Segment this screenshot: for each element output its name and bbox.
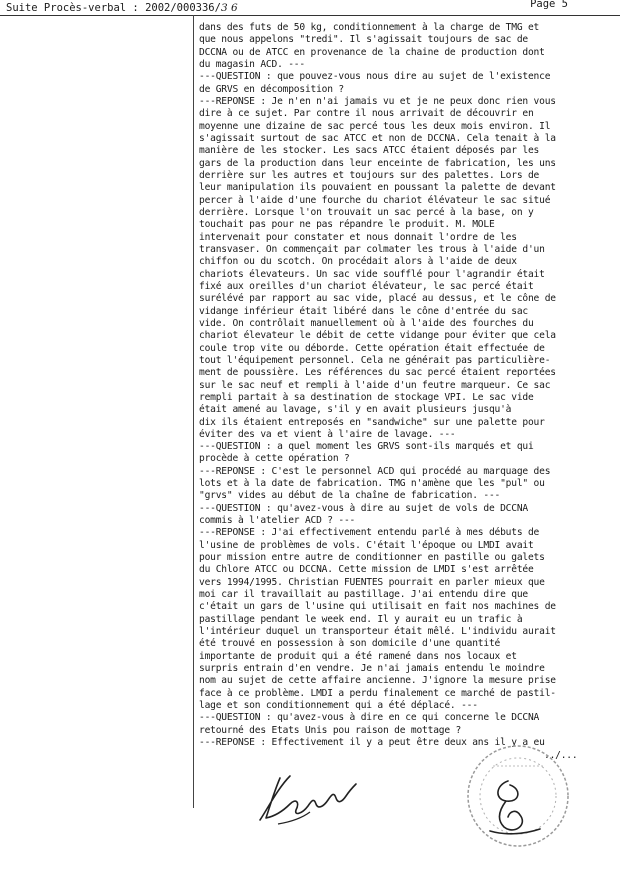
- text-line: que nous appelons "tredi". Il s'agissait toujours de sac de: [199, 34, 528, 46]
- text-line: vers 1994/1995. Christian FUENTES pourrait en parler mieux que: [199, 576, 545, 588]
- text-line: manière de les stocker. Les sacs ATCC étaient déposés par les: [199, 145, 540, 157]
- text-line: percer à l'aide d'une fourche du chariot élévateur le sac situé: [199, 194, 551, 206]
- text-line: ---QUESTION : qu'avez-vous à dire au sujet de vols de DCCNA: [199, 502, 528, 514]
- text-line: c'était un gars de l'usine qui utilisait en fait nos machines de: [199, 601, 556, 613]
- text-line: vide. On contrôlait manuellement où à l'aide des fourches du: [199, 317, 534, 329]
- text-line: pastillage pendant le week end. Il y aurait eu un trafic à: [199, 613, 523, 625]
- text-line: vidange inférieur était libéré dans le cône d'entrée du sac: [199, 305, 528, 317]
- text-line: du magasin ACD. ---: [199, 58, 305, 70]
- header-rule: [0, 15, 620, 16]
- margin-line: [193, 15, 194, 808]
- header-handwritten-suffix: 3 6: [220, 2, 238, 14]
- text-line: intervenait pour constater et nous donnait l'ordre de les: [199, 231, 517, 243]
- text-line: l'usine de problèmes de vols. C'était l'époque ou LMDI avait: [199, 539, 534, 551]
- text-line: tout l'équipement personnel. Cela ne générait pas particulière-: [199, 354, 551, 366]
- text-line: chariot élevateur le débit de cette vidange pour éviter que cela: [199, 330, 556, 342]
- continuation-marker: ../...: [544, 750, 578, 762]
- text-line: lots et à la date de fabrication. TMG n'amène que les "pul" ou: [199, 478, 545, 490]
- text-line: surélévé par rapport au sac vide, placé au dessus, et le cône de: [199, 293, 556, 305]
- text-line: touchait pas pour ne pas répandre le produit. M. MOLE: [199, 219, 495, 231]
- text-line: ---REPONSE : Je n'en n'ai jamais vu et je ne peux donc rien vous: [199, 95, 556, 107]
- text-line: fixé aux oreilles d'un chariot élévateur, le sac percé était: [199, 280, 534, 292]
- text-line: "grvs" vides au début de la chaîne de fabrication. ---: [199, 490, 501, 502]
- text-line: de GRVS en décomposition ?: [199, 83, 344, 95]
- text-line: dix ils étaient entreposés en "sandwiche" sur une palette pour: [199, 416, 545, 428]
- text-line: ---QUESTION : que pouvez-vous nous dire au sujet de l'existence: [199, 71, 551, 83]
- text-line: ---QUESTION : a quel moment les GRVS sont-ils marqués et qui: [199, 441, 534, 453]
- text-line: gars de la production dans leur enceinte de fabrication, les uns: [199, 157, 556, 169]
- text-line: commis à l'atelier ACD ? ---: [199, 515, 356, 527]
- text-line: chariots élevateurs. Un sac vide soufflé pour l'agrandir était: [199, 268, 545, 280]
- text-line: ---QUESTION : qu'avez-vous à dire en ce qui concerne le DCCNA: [199, 712, 540, 724]
- text-line: ment de poussière. Les références du sac percé étaient reportées: [199, 367, 556, 379]
- text-line: face à ce problème. LMDI a perdu finalement ce marché de pastil-: [199, 687, 556, 699]
- header-reference: [6, 0, 238, 16]
- text-line: été trouvé en possession à son domicile d'une quantité: [199, 638, 501, 650]
- signature-right: [470, 775, 550, 845]
- text-line: ---REPONSE : C'est le personnel ACD qui procédé au marquage des: [199, 465, 551, 477]
- text-line: dire à ce sujet. Par contre il nous arrivait de découvrir en: [199, 108, 534, 120]
- text-line: l'intérieur duquel un transporteur était mêlé. L'individu aurait: [199, 626, 556, 638]
- text-line: chiffon ou du scotch. On procédait alors à l'aide de deux: [199, 256, 517, 268]
- text-line: ---REPONSE : Effectivement il y a peut être deux ans il y a eu: [199, 737, 545, 749]
- header-reference-text: Suite Procès-verbal : 2002/000336/: [6, 2, 221, 14]
- signature-left: [250, 758, 360, 838]
- text-line: procède à cette opération ?: [199, 453, 350, 465]
- page-number: Page 5: [530, 0, 568, 10]
- text-line: sur le sac neuf et rempli à l'aide d'un feutre marqueur. Ce sac: [199, 379, 551, 391]
- text-line: leur manipulation ils pouvaient en poussant la palette de devant: [199, 182, 556, 194]
- text-line: lage et son conditionnement qui a été déplacé. ---: [199, 700, 478, 712]
- text-line: importante de produit qui a été ramené dans nos locaux et: [199, 650, 517, 662]
- text-line: derrière sur les autres et toujours sur des palettes. Lors de: [199, 169, 540, 181]
- text-line: retourné des Etats Unis pou raison de mottage ?: [199, 724, 462, 736]
- text-line: nom au sujet de cette affaire ancienne. J'ignore la mesure prise: [199, 675, 556, 687]
- text-line: moi car il travaillait au pastillage. J'ai entendu dire que: [199, 589, 528, 601]
- text-line: DCCNA ou de ATCC en provenance de la chaine de production dont: [199, 46, 545, 58]
- text-line: pour mission entre autre de conditionner en pastille ou galets: [199, 552, 545, 564]
- text-line: transvaser. On commençait par colmater les trous à l'aide d'un: [199, 243, 545, 255]
- text-line: du Chlore ATCC ou DCCNA. Cette mission de LMDI s'est arrêtée: [199, 564, 534, 576]
- text-line: était amené au lavage, s'il y en avait plusieurs jusqu'à: [199, 404, 512, 416]
- text-line: coule trop vite ou déborde. Cette opération était effectuée de: [199, 342, 545, 354]
- text-line: s'agissait surtout de sac ATCC et non de DCCNA. Cela tenait à la: [199, 132, 556, 144]
- text-line: derrière. Lorsque l'on trouvait un sac percé à la base, on y: [199, 206, 534, 218]
- text-line: surpris entrain d'en vendre. Je n'ai jamais entendu le moindre: [199, 663, 545, 675]
- text-line: moyenne une dizaine de sac percé tous les deux mois environ. Il: [199, 120, 551, 132]
- text-line: dans des futs de 50 kg, conditionnement à la charge de TMG et: [199, 22, 540, 33]
- text-line: éviter des va et vient à l'aire de lavage. ---: [199, 428, 456, 440]
- document-body: [199, 22, 615, 762]
- text-line: ---REPONSE : J'ai effectivement entendu parlé à mes débuts de: [199, 527, 540, 539]
- text-line: rempli partait à sa destination de stockage VPI. Le sac vide: [199, 391, 534, 403]
